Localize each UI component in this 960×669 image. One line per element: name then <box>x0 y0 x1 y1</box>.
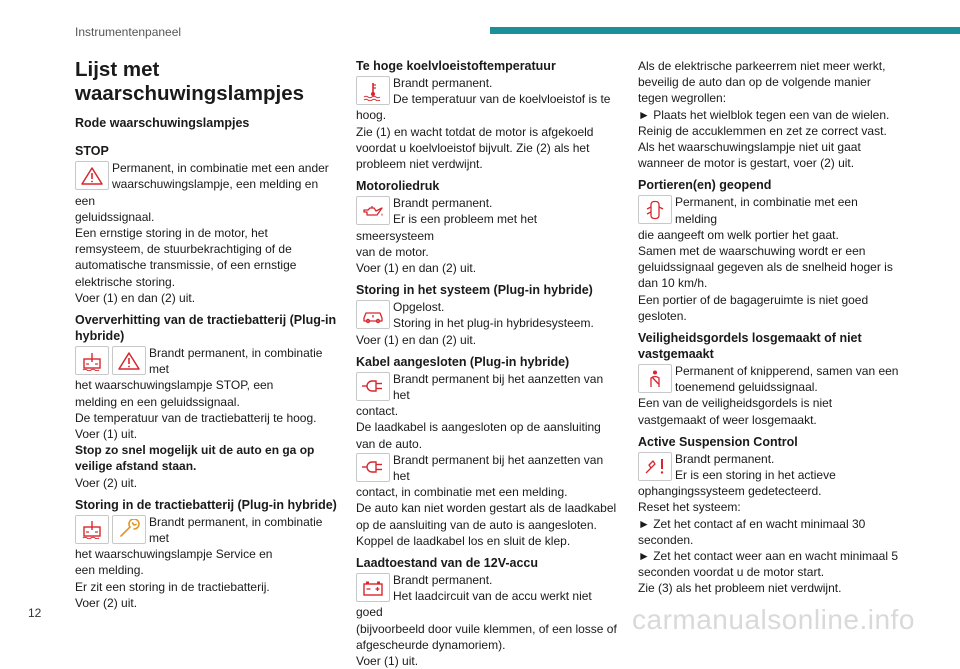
cable-heading: Kabel aangesloten (Plug-in hybride) <box>356 354 570 369</box>
coolant-text-2: Zie (1) en wacht totdat de motor is afgekoeld voordat u koelvloeistof bijvult. Zie (2) als het probleem niet verdwijnt. <box>356 124 594 172</box>
stop-line-2: waarschuwingslampje, een melding en een <box>75 177 319 208</box>
charge-text: (bijvoorbeeld door vuile klemmen, of een losse of afgescheurde dynamoriem). <box>356 621 617 652</box>
cable-line-4: contact, in combinatie met een melding. <box>356 485 568 500</box>
belts-text-2: Een van de veiligheidsgordels is niet vastgemaakt of weer losgemaakt. <box>638 396 833 427</box>
stop-heading: STOP <box>75 144 109 159</box>
battfault-line-2: het waarschuwingslampje Service en <box>75 547 273 562</box>
section-header: Instrumentenpaneel <box>75 25 182 39</box>
coolant-line-1: Brandt permanent. <box>393 76 493 90</box>
charge-line-1: Brandt permanent. <box>393 573 493 588</box>
coolant-temperature-icon <box>356 76 390 105</box>
charge-text-2: Voer (1) uit. <box>356 654 419 669</box>
stop-text: geluidssignaal. <box>75 209 155 224</box>
suspension-fault-icon <box>638 452 672 481</box>
overheat-text-5: Voer (2) uit. <box>75 475 138 490</box>
battfault-text-3: Voer (2) uit. <box>75 595 138 610</box>
battfault-entry <box>75 514 337 563</box>
stop-text-2: Een ernstige storing in de motor, het remsysteem, de stuurbekrachtiging of de automatische transmissie, of een ernstige elektrische storing. <box>75 226 297 289</box>
page-number: 12 <box>28 606 42 620</box>
belts-heading: Veiligheidsgordels losgemaakt of niet vastgemaakt <box>638 331 862 362</box>
battery-icon <box>356 573 390 602</box>
oil-can-icon <box>356 196 390 225</box>
wheel-chock-bullet: ► Plaats het wielblok tegen een van de wielen. <box>638 107 890 122</box>
overheat-line-2: het waarschuwingslampje STOP, een <box>75 378 274 393</box>
section-subtitle: Rode waarschuwingslampjes <box>75 116 250 130</box>
charge-heading: Laadtoestand van de 12V-accu <box>356 556 539 571</box>
coolant-text: hoog. <box>356 108 387 123</box>
system-line-2: Storing in het plug-in hybridesysteem. <box>393 316 594 331</box>
suspension-text: ophangingssysteem gedetecteerd. <box>638 484 822 499</box>
charging-plug-icon <box>356 372 390 401</box>
battfault-line-1: Brandt permanent, in combinatie met <box>149 514 323 546</box>
parking-brake-intro: Als de elektrische parkeerrem niet meer werkt, beveilig de auto dan op de volgende manier tegen wegrollen: <box>638 59 886 106</box>
overheat-text-3: Voer (1) uit. <box>75 427 138 442</box>
coolant-heading: Te hoge koelvloeistoftemperatuur <box>356 59 556 73</box>
stop-text-3: Voer (1) en dan (2) uit. <box>75 290 196 305</box>
cable-entry <box>356 371 618 420</box>
suspension-text-2: Reset het systeem: <box>638 500 741 515</box>
car-fault-icon <box>356 300 390 329</box>
belts-line-1: Permanent of knipperend, samen van een <box>675 364 899 379</box>
seatbelt-icon <box>638 364 672 393</box>
wrench-icon <box>112 515 146 544</box>
battfault-text: een melding. <box>75 563 144 578</box>
doors-heading: Portieren(en) geopend <box>638 178 772 193</box>
charge-entry <box>356 572 618 621</box>
overheat-line-1: Brandt permanent, in combinatie met <box>149 346 323 377</box>
oil-line-2: Er is een probleem met het smeersysteem <box>356 212 538 243</box>
battery-temperature-icon <box>75 515 109 544</box>
suspension-bullet-2: ► Zet het contact weer aan en wacht minimaal 5 seconden voordat u de motor start. <box>638 549 899 580</box>
header-accent-bar <box>490 27 960 34</box>
stop-entry <box>75 160 337 209</box>
watermark: carmanualsonline.info <box>632 604 915 635</box>
suspension-entry <box>638 451 902 483</box>
system-text-2: Voer (1) en dan (2) uit. <box>356 332 477 347</box>
battery-temperature-icon <box>75 346 109 375</box>
column-2 <box>356 58 618 669</box>
coolant-line-2: De temperatuur van de koelvloeistof is te <box>393 92 611 107</box>
overheat-entry <box>75 345 337 394</box>
battery-clamp-text: Reinig de accuklemmen en zet ze correct vast. Als het waarschuwingslampje niet uit gaat wanneer de motor is gestart, voer (2) uit. <box>638 123 887 171</box>
overheat-text: melding en een geluidssignaal. <box>75 394 240 409</box>
page-title: Lijst met waarschuwingslampjes <box>75 58 305 105</box>
doors-line-2: die aangeeft om welk portier het gaat. <box>638 227 839 242</box>
system-line-1: Opgelost. <box>393 300 445 315</box>
suspension-bullet-1: ► Zet het contact af en wacht minimaal 30 seconden. <box>638 516 866 547</box>
belts-line-2: toenemend geluidssignaal. <box>675 380 818 395</box>
system-entry <box>356 299 618 331</box>
cable-line-3: Brandt permanent bij het aanzetten van het <box>393 452 604 484</box>
doors-text-2: Samen met de waarschuwing wordt er een geluidssignaal gegeven als de snelheid hoger is dan 10 km/h. <box>638 244 893 291</box>
charging-plug-icon <box>356 453 390 482</box>
battfault-heading: Storing in de tractiebatterij (Plug-in hybride) <box>75 497 337 512</box>
stop-line-1: Permanent, in combinatie met een ander <box>112 161 329 176</box>
oil-entry <box>356 195 618 244</box>
battfault-text-2: Er zit een storing in de tractiebatterij. <box>75 579 270 594</box>
column-3 <box>638 58 902 597</box>
suspension-heading: Active Suspension Control <box>638 434 798 449</box>
coolant-entry <box>356 75 618 107</box>
oil-heading: Motoroliedruk <box>356 179 440 194</box>
belts-entry <box>638 363 902 395</box>
oil-text: van de motor. <box>356 244 429 259</box>
cable-text-4: Koppel de laadkabel los en sluit de klep. <box>356 533 571 548</box>
overheat-heading: Oververhitting van de tractiebatterij (Plug-in hybride) <box>75 313 337 344</box>
cable-text-3: De auto kan niet worden gestart als de laadkabel op de aansluiting van de auto is aangesloten. <box>356 501 617 532</box>
doors-line-1: Permanent, in combinatie met een melding <box>675 195 858 226</box>
system-heading: Storing in het systeem (Plug-in hybride) <box>356 283 593 298</box>
suspension-line-1: Brandt permanent. <box>675 451 775 466</box>
cable-entry-2 <box>356 452 618 501</box>
doors-text-3: Een portier of de bagageruimte is niet goed gesloten. <box>638 292 869 323</box>
cable-line-2: contact. <box>356 404 399 419</box>
doors-entry <box>638 194 902 243</box>
cable-text-2: De laadkabel is aangesloten op de aansluiting van de auto. <box>356 420 601 451</box>
suspension-line-2: Er is een storing in het actieve <box>675 468 836 483</box>
warning-triangle-icon <box>112 346 146 375</box>
oil-line-1: Brandt permanent. <box>393 196 493 211</box>
column-1 <box>75 58 337 611</box>
suspension-text-3: Zie (3) als het probleem niet verdwijnt. <box>638 581 842 596</box>
charge-line-2: Het laadcircuit van de accu werkt niet goed <box>356 589 592 620</box>
overheat-text-2: De temperatuur van de tractiebatterij te hoog. <box>75 410 317 425</box>
overheat-warning: Stop zo snel mogelijk uit de auto en ga op veilige afstand staan. <box>75 443 315 474</box>
oil-text-2: Voer (1) en dan (2) uit. <box>356 261 477 276</box>
cable-line-1: Brandt permanent bij het aanzetten van het <box>393 371 604 403</box>
open-door-icon <box>638 195 672 224</box>
warning-triangle-icon <box>75 161 109 190</box>
